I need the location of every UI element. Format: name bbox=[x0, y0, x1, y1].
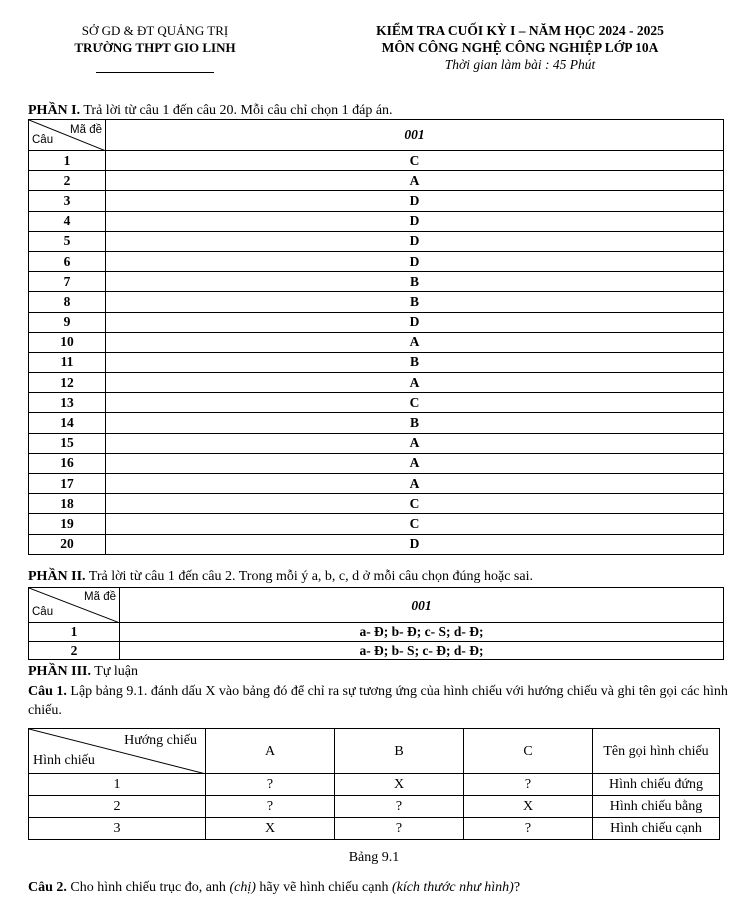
question-number: 4 bbox=[29, 211, 106, 231]
question-number: 2 bbox=[29, 641, 120, 660]
answer-value: C bbox=[106, 151, 724, 171]
view-name: Hình chiếu bằng bbox=[593, 796, 720, 818]
part3-heading-line bbox=[28, 663, 138, 680]
view-number: 2 bbox=[29, 796, 206, 818]
part1-header-row bbox=[29, 120, 724, 151]
exam-title: KIỂM TRA CUỐI KỲ I – NĂM HỌC 2024 - 2025 bbox=[376, 23, 664, 38]
question1-text: Lập bảng 9.1. đánh dấu X vào bảng đó để chỉ ra sự tương ứng của hình chiếu với hướng chiếu và ghi tên gọi các hình chiếu. bbox=[28, 684, 728, 718]
view-number: 1 bbox=[29, 774, 206, 796]
answer-value: D bbox=[106, 191, 724, 211]
question-number: 2 bbox=[29, 171, 106, 191]
direction-c-mark: X bbox=[464, 796, 593, 818]
exam-code: 001 bbox=[404, 127, 425, 142]
part2-answer-row bbox=[29, 641, 724, 660]
answer-value: C bbox=[106, 494, 724, 514]
part2-header-row bbox=[29, 588, 724, 623]
answer-value: A bbox=[106, 373, 724, 393]
question-number: 14 bbox=[29, 413, 106, 433]
view-number: 3 bbox=[29, 818, 206, 840]
question-number: 13 bbox=[29, 393, 106, 413]
answer-value: D bbox=[106, 534, 724, 554]
question-number: 17 bbox=[29, 474, 106, 494]
projection-corner-cell bbox=[29, 729, 206, 774]
direction-c-mark: ? bbox=[464, 774, 593, 796]
question-number: 18 bbox=[29, 494, 106, 514]
question-number: 1 bbox=[29, 623, 120, 642]
projection-row bbox=[29, 796, 720, 818]
question-number: 8 bbox=[29, 292, 106, 312]
answer-value: a- Đ; b- Đ; c- S; d- Đ; bbox=[120, 623, 724, 642]
question-number: 12 bbox=[29, 373, 106, 393]
header-right bbox=[300, 22, 740, 73]
part1-answer-row bbox=[29, 433, 724, 453]
view-name: Hình chiếu cạnh bbox=[593, 818, 720, 840]
answer-value: B bbox=[106, 292, 724, 312]
answer-value: B bbox=[106, 272, 724, 292]
question1-label: Câu 1. bbox=[28, 684, 67, 699]
table-caption: Bảng 9.1 bbox=[348, 850, 400, 865]
part1-instruction: Trả lời từ câu 1 đến câu 20. Mỗi câu chỉ chọn 1 đáp án. bbox=[80, 103, 393, 118]
answer-value: D bbox=[106, 251, 724, 271]
question-number: 10 bbox=[29, 332, 106, 352]
answer-value: C bbox=[106, 514, 724, 534]
projection-header-row bbox=[29, 729, 720, 774]
corner-label-question: Câu bbox=[32, 606, 54, 618]
part3-question2 bbox=[28, 878, 728, 897]
direction-a-mark: ? bbox=[206, 796, 335, 818]
part1-answer-row bbox=[29, 211, 724, 231]
answer-value: B bbox=[106, 413, 724, 433]
header-left bbox=[40, 22, 270, 73]
column-header-name: Tên gọi hình chiếu bbox=[593, 729, 720, 774]
question-number: 19 bbox=[29, 514, 106, 534]
part3-heading: PHẦN III. bbox=[28, 664, 92, 679]
exam-code: 001 bbox=[411, 597, 432, 613]
question2-text-2: hãy vẽ hình chiếu cạnh bbox=[255, 880, 392, 895]
answer-value: A bbox=[106, 433, 724, 453]
part3-instruction: Tự luận bbox=[91, 664, 139, 679]
question-number: 16 bbox=[29, 453, 106, 473]
part1-answer-row bbox=[29, 151, 724, 171]
projection-row bbox=[29, 818, 720, 840]
part2-answer-row bbox=[29, 623, 724, 642]
part1-answer-row bbox=[29, 191, 724, 211]
answer-value: A bbox=[106, 332, 724, 352]
answer-value: C bbox=[106, 393, 724, 413]
answer-value: D bbox=[106, 312, 724, 332]
part1-answer-row bbox=[29, 413, 724, 433]
question-number: 11 bbox=[29, 352, 106, 372]
answer-value: A bbox=[106, 474, 724, 494]
direction-b-mark: ? bbox=[335, 818, 464, 840]
direction-c-mark: ? bbox=[464, 818, 593, 840]
column-header-a: A bbox=[206, 729, 335, 774]
part1-corner-cell bbox=[29, 120, 106, 151]
part1-answer-row bbox=[29, 231, 724, 251]
school-name: TRƯỜNG THPT GIO LINH bbox=[74, 40, 236, 55]
column-header-c: C bbox=[464, 729, 593, 774]
answer-value: A bbox=[106, 453, 724, 473]
direction-a-mark: ? bbox=[206, 774, 335, 796]
part3-question1 bbox=[28, 682, 728, 720]
part1-answer-row bbox=[29, 474, 724, 494]
exam-time: Thời gian làm bài : 45 Phút bbox=[444, 57, 596, 72]
question2-em-2: (kích thước như hình) bbox=[391, 880, 514, 895]
question-number: 3 bbox=[29, 191, 106, 211]
corner-label-view: Hình chiếu bbox=[33, 753, 95, 768]
part1-answer-row bbox=[29, 534, 724, 554]
part1-answer-row bbox=[29, 312, 724, 332]
projection-table bbox=[28, 728, 720, 840]
part1-answer-row bbox=[29, 514, 724, 534]
part1-answer-row bbox=[29, 332, 724, 352]
part1-answer-row bbox=[29, 251, 724, 271]
question2-text-1: Cho hình chiếu trục đo, anh bbox=[66, 880, 230, 895]
corner-label-code: Mã đề bbox=[70, 124, 102, 136]
part1-answer-row bbox=[29, 352, 724, 372]
answer-value: a- Đ; b- S; c- Đ; d- Đ; bbox=[120, 641, 724, 660]
projection-row bbox=[29, 774, 720, 796]
part2-heading: PHẦN II. bbox=[28, 569, 86, 584]
part1-answer-row bbox=[29, 171, 724, 191]
view-name: Hình chiếu đứng bbox=[593, 774, 720, 796]
question2-em-1: (chị) bbox=[229, 880, 256, 895]
question-number: 7 bbox=[29, 272, 106, 292]
part2-answer-table bbox=[28, 587, 724, 660]
question-number: 6 bbox=[29, 251, 106, 271]
part1-answer-row bbox=[29, 393, 724, 413]
answer-value: D bbox=[106, 211, 724, 231]
part2-instruction: Trả lời từ câu 1 đến câu 2. Trong mỗi ý a, b, c, d ở mỗi câu chọn đúng hoặc sai. bbox=[85, 569, 533, 584]
question2-label: Câu 2. bbox=[28, 880, 67, 895]
corner-label-code: Mã đề bbox=[84, 591, 116, 603]
part1-answer-row bbox=[29, 292, 724, 312]
part2-code-cell bbox=[120, 588, 724, 623]
part1-answer-table bbox=[28, 119, 724, 555]
part2-heading-line bbox=[28, 568, 533, 585]
question2-text-3: ? bbox=[513, 880, 521, 895]
answer-value: D bbox=[106, 231, 724, 251]
exam-subject: MÔN CÔNG NGHỆ CÔNG NGHIỆP LỚP 10A bbox=[381, 40, 659, 55]
part1-answer-row bbox=[29, 494, 724, 514]
part1-answer-row bbox=[29, 272, 724, 292]
department-name: SỞ GD & ĐT QUẢNG TRỊ bbox=[81, 23, 229, 38]
part1-heading-line bbox=[28, 102, 393, 119]
direction-b-mark: ? bbox=[335, 796, 464, 818]
column-header-b: B bbox=[335, 729, 464, 774]
direction-b-mark: X bbox=[335, 774, 464, 796]
part1-answer-row bbox=[29, 453, 724, 473]
answer-value: B bbox=[106, 352, 724, 372]
corner-label-direction: Hướng chiếu bbox=[124, 733, 197, 748]
question-number: 15 bbox=[29, 433, 106, 453]
part1-heading: PHẦN I. bbox=[28, 103, 81, 118]
answer-value: A bbox=[106, 171, 724, 191]
header-underline bbox=[96, 72, 214, 73]
corner-label-question: Câu bbox=[32, 134, 54, 146]
question-number: 5 bbox=[29, 231, 106, 251]
direction-a-mark: X bbox=[206, 818, 335, 840]
part1-answer-row bbox=[29, 373, 724, 393]
question-number: 1 bbox=[29, 151, 106, 171]
part2-corner-cell bbox=[29, 588, 120, 623]
question-number: 9 bbox=[29, 312, 106, 332]
question-number: 20 bbox=[29, 534, 106, 554]
part1-code-cell bbox=[106, 120, 724, 151]
